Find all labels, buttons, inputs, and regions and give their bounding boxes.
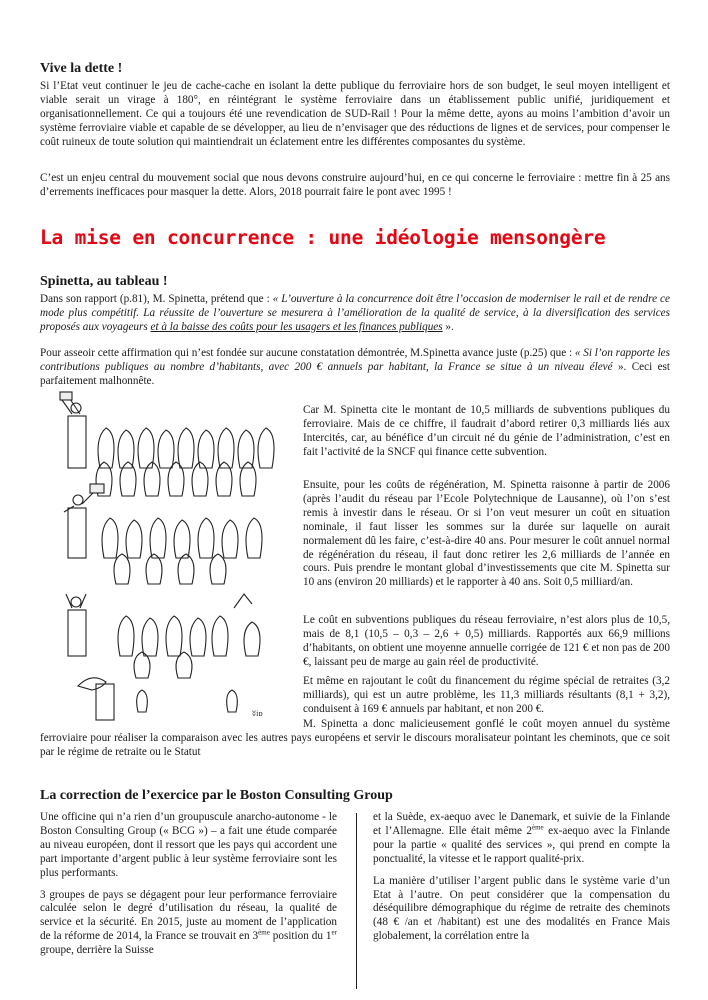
paragraph-spinetta-quote <box>40 293 670 335</box>
paragraph-spinetta-c1: Car M. Spinetta cite le montant de 10,5 milliards de subventions publiques du ferroviaire. Mais de ce chiffre, il faudrait d’abord retirer 0,3 milliards liés aux Intercités, car, au bénéfice d’un circuit né du génie de l’administration, c’est en fait l’activité de la SNCF qui finance cette subvention. <box>303 404 670 458</box>
paragraph-spinetta-c2: Ensuite, pour les coûts de régénération, M. Spinetta raisonne à partir de 2006 (après l’audit du réseau par l’Ecole Polytechnique de Lausanne), où l’on s’est remis à investir dans le réseau. Or si l’on veut mesurer un coût en situation nominale, il faut lisser les sommes sur la durée sur laquelle on aurait normalement dû les faire, c’est-à-dire 40 ans. Pour mesurer le coût annuel normal de régénération du réseau, il faut donc retirer les 2,6 milliards de l’année en cours. Puis prendre le montant global d’investissements que cite M. Spinetta sur 10 ans (environ 20 milliards) et le rapporter à 40 ans. Soit 0,5 milliard/an. <box>303 479 670 589</box>
bcg-2-part-c: groupe, derrière la Suisse <box>40 944 154 957</box>
column-right <box>373 811 670 952</box>
cartoon-panel-4 <box>78 678 237 720</box>
bcg-2-sup-1: ème <box>258 928 270 937</box>
quote-intro: Dans son rapport (p.81), M. Spinetta, prétend que : <box>40 293 273 305</box>
claim-end: ». Ceci est parfaitement malhonnête. <box>40 360 670 387</box>
paragraph-dette-1: Si l’Etat veut continuer le jeu de cache-cache en isolant la dette publique du ferroviaire hors de son budget, le seul moyen intelligent et viable serait un virage à 180°, en réintégrant le système ferroviaire dans un établissement public unifié, juridiquement et organisationnellement. Ce qui a toujours été une revendication de SUD-Rail ! Pour la même dette, ayons au moins l’ambition d’avoir un système ferroviaire viable et capable de se développer, au lieu de n’envisager que des réductions de lignes et de services, pour compenser le coût ruineux de toute solution qui maintiendrait un éclatement entre les différentes composantes du système. <box>40 80 670 148</box>
cartoon-panel-3 <box>66 594 260 678</box>
bcg-3-part-a: et la Suède, ex-aequo avec le Danemark, et suivie de la Finlande et l’Allemagne. Elle était même 2 <box>373 811 670 837</box>
column-left <box>40 811 337 966</box>
two-column-block <box>40 811 671 987</box>
column-divider <box>356 813 357 989</box>
paragraph-bcg-4: La manière d’utiliser l’argent public dans le système varie d’un Etat à l’autre. On peut considérer que la compensation du déséquilibre démographique du régime de retraite des cheminots (48 € /an et /habitant) est une des modalités en France Mais globalement, la corrélation entre la <box>373 874 670 943</box>
bcg-2-part-b: position du 1 <box>269 930 332 943</box>
quote-end: ». <box>442 320 454 333</box>
paragraph-spinetta-c5: M. Spinetta a donc malicieusement gonflé le coût moyen annuel du système ferroviaire pour réaliser la comparaison avec les autres pays européens et servir le discours moralisateur pointant les cheminots, que ce soit par le régime de retraite ou le Statut <box>40 718 670 758</box>
cartoon-illustration <box>38 388 294 724</box>
bcg-3-part-b: ex-aequo avec la Finlande pour la partie « qualité des services », qui prend en compte la ponctualité, la vitesse et le rapport qualité-prix. <box>373 824 670 865</box>
quote-underlined: et à la baisse des coûts pour les usagers et les finances publiques <box>150 320 443 333</box>
paragraph-bcg-2 <box>40 889 337 959</box>
paragraph-dette-2: C’est un enjeu central du mouvement social que nous devons construire aujourd’hui, en ce qui concerne le ferroviaire : mettre fin à 25 ans d’errements inefficaces pour masquer la dette. Alors, 2018 pourrait faire le pont avec 1995 ! <box>40 172 670 198</box>
paragraph-spinetta-c3: Le coût en subventions publiques du réseau ferroviaire, n’est alors plus de 10,5, mais de 8,1 (10,5 – 0,3 – 2,6 + 0,5) milliards. Rapportés aux 66,9 millions d’habitants, on obtient une moyenne annuelle corrigée de 121 € et non pas de 200 €, laissant peu de marge au gain réel de productivité. <box>303 614 670 668</box>
claim-quote: « Si l’on rapporte les contributions publiques au nombre d’habitants, avec 200 € annuels par habitant, la France se situe à un niveau élevé <box>40 347 670 373</box>
paragraph-bcg-1: Une officine qui n’a rien d’un groupuscule anarcho-autonome - le Boston Consulting Group (« BCG ») – a fait une étude comparée au niveau européen, dont il ressort que les pays qui accordent une part importante d’argent public à leur système ferroviaire sont les plus performants. <box>40 811 337 879</box>
cartoon-panel-1 <box>60 392 274 496</box>
bcg-2-sup-2: er <box>331 928 337 937</box>
paragraph-bcg-3 <box>373 811 670 867</box>
cartoon-panel-2 <box>64 484 262 584</box>
paragraph-spinetta-c4: Et même en rajoutant le coût du financement du régime spécial de retraites (3,2 milliards), qui est un autre problème, les 11,3 milliards résultants (8,1 + 3,2), conduisent à 169 € annuels par habitant, et non 200 €. <box>303 675 670 715</box>
main-title: La mise en concurrence : une idéologie mensongère <box>40 226 606 249</box>
bcg-3-sup: ème <box>532 823 544 832</box>
bcg-2-part-a: 3 groupes de pays se dégagent pour leur performance ferroviaire calculée selon le degré d’utilisation du réseau, la qualité de service et la sécurité. En 2015, juste au moment de l’application de la réforme de 2014, la France se trouvait en 3 <box>40 888 337 943</box>
section-heading-vive-la-dette: Vive la dette ! <box>40 61 123 76</box>
paragraph-spinetta-claim <box>40 347 670 389</box>
section-heading-spinetta: Spinetta, au tableau ! <box>40 274 168 289</box>
claim-intro: Pour asseoir cette affirmation qui n’est fondée sur aucune constatation démontrée, M.Spinetta avance juste (p.25) que : <box>40 347 575 359</box>
quote-text: « L’ouverture à la concurrence doit être l’occasion de moderniser le rail et de rendre ce mode plus compétitif. La réussite de l’ouverture se mesurera à l’amélioration de la qualité de service, à la diversification des services proposés aux voyageurs <box>40 293 670 333</box>
cartoon-signature: ʬiɒ <box>252 709 263 718</box>
section-heading-bcg: La correction de l’exercice par le Boston Consulting Group <box>40 788 393 803</box>
